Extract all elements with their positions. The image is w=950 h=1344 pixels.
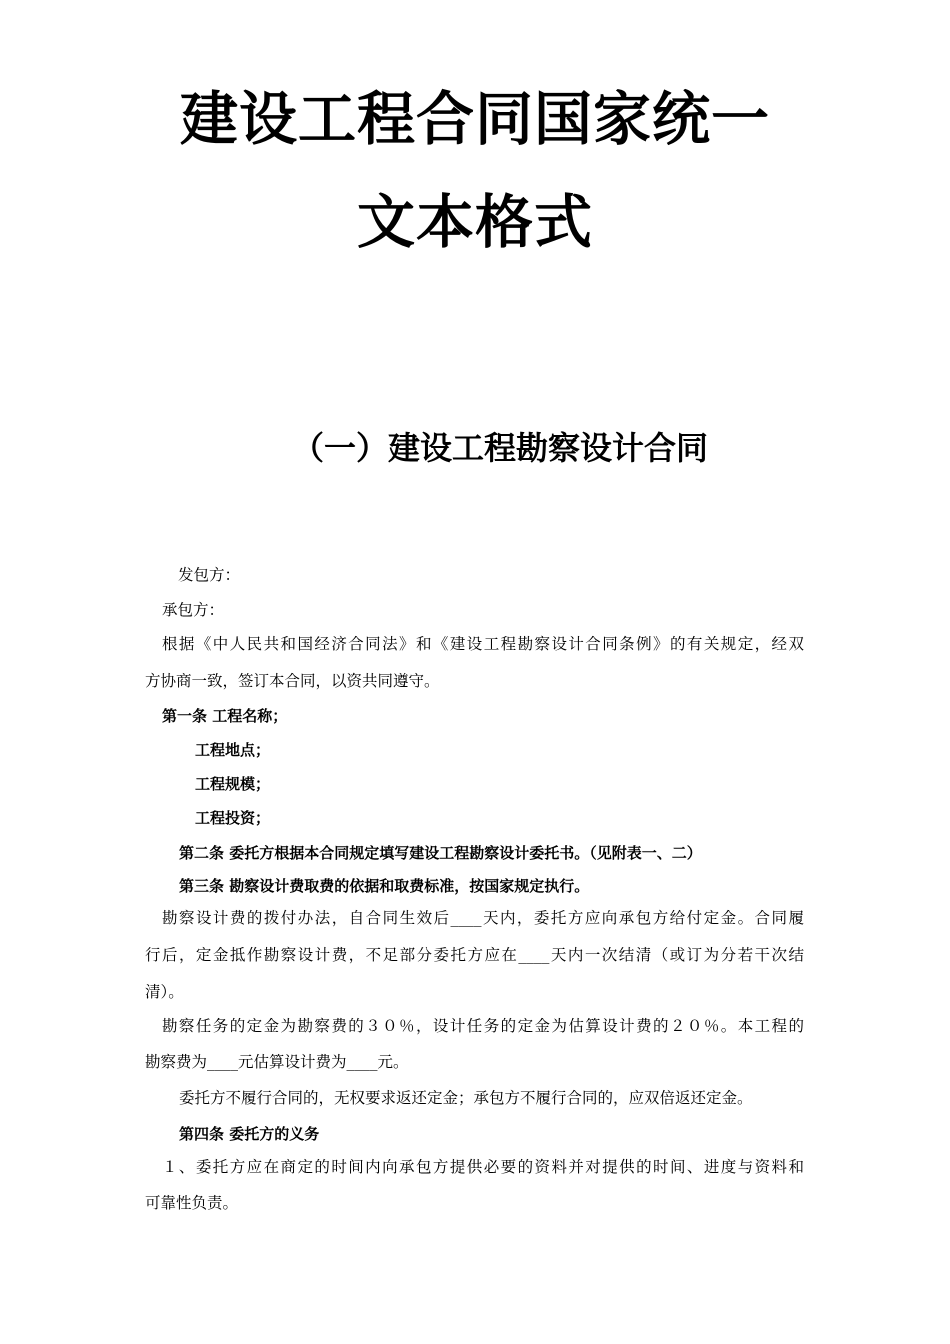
article-3: 第三条 勘察设计费取费的依据和取费标准，按国家规定执行。 bbox=[179, 877, 590, 895]
deposit-line-2: 勘察费为____元估算设计费为____元。 bbox=[145, 1053, 409, 1071]
preamble-line-1: 根据《中人民共和国经济合同法》和《建设工程勘察设计合同条例》的有关规定，经双 bbox=[162, 635, 804, 653]
payment-line-1: 勘察设计费的拨付办法，自合同生效后____天内，委托方应向承包方给付定金。合同履 bbox=[162, 909, 804, 927]
duty-1-line-1: １、委托方应在商定的时间内向承包方提供必要的资料并对提供的时间、进度与资料和 bbox=[162, 1158, 804, 1176]
deposit-line-1: 勘察任务的定金为勘察费的３０％，设计任务的定金为估算设计费的２０％。本工程的 bbox=[162, 1017, 804, 1035]
preamble-line-2: 方协商一致，签订本合同，以资共同遵守。 bbox=[145, 672, 440, 690]
article-1-heading: 第一条 工程名称； bbox=[162, 707, 288, 725]
default-clause: 委托方不履行合同的，无权要求返还定金；承包方不履行合同的，应双倍返还定金。 bbox=[179, 1089, 753, 1107]
article-4-heading: 第四条 委托方的义务 bbox=[179, 1125, 320, 1143]
employer-label: 发包方： bbox=[178, 566, 241, 584]
article-2: 第二条 委托方根据本合同规定填写建设工程勘察设计委托书。（见附表一、二） bbox=[179, 844, 702, 862]
document-title-line-1: 建设工程合同国家统一 bbox=[179, 85, 770, 153]
contractor-label: 承包方： bbox=[162, 601, 225, 619]
article-1-investment: 工程投资； bbox=[195, 809, 271, 827]
document-title-line-2: 文本格式 bbox=[356, 188, 593, 256]
section-subtitle: （一）建设工程勘察设计合同 bbox=[292, 429, 709, 467]
payment-line-2: 行后，定金抵作勘察设计费，不足部分委托方应在____天内一次结清（或订为分若干次结 bbox=[145, 946, 804, 964]
article-1-scale: 工程规模； bbox=[195, 775, 271, 793]
duty-1-line-2: 可靠性负责。 bbox=[145, 1194, 239, 1212]
article-1-location: 工程地点； bbox=[195, 741, 271, 759]
payment-line-3: 清）。 bbox=[145, 983, 184, 1001]
